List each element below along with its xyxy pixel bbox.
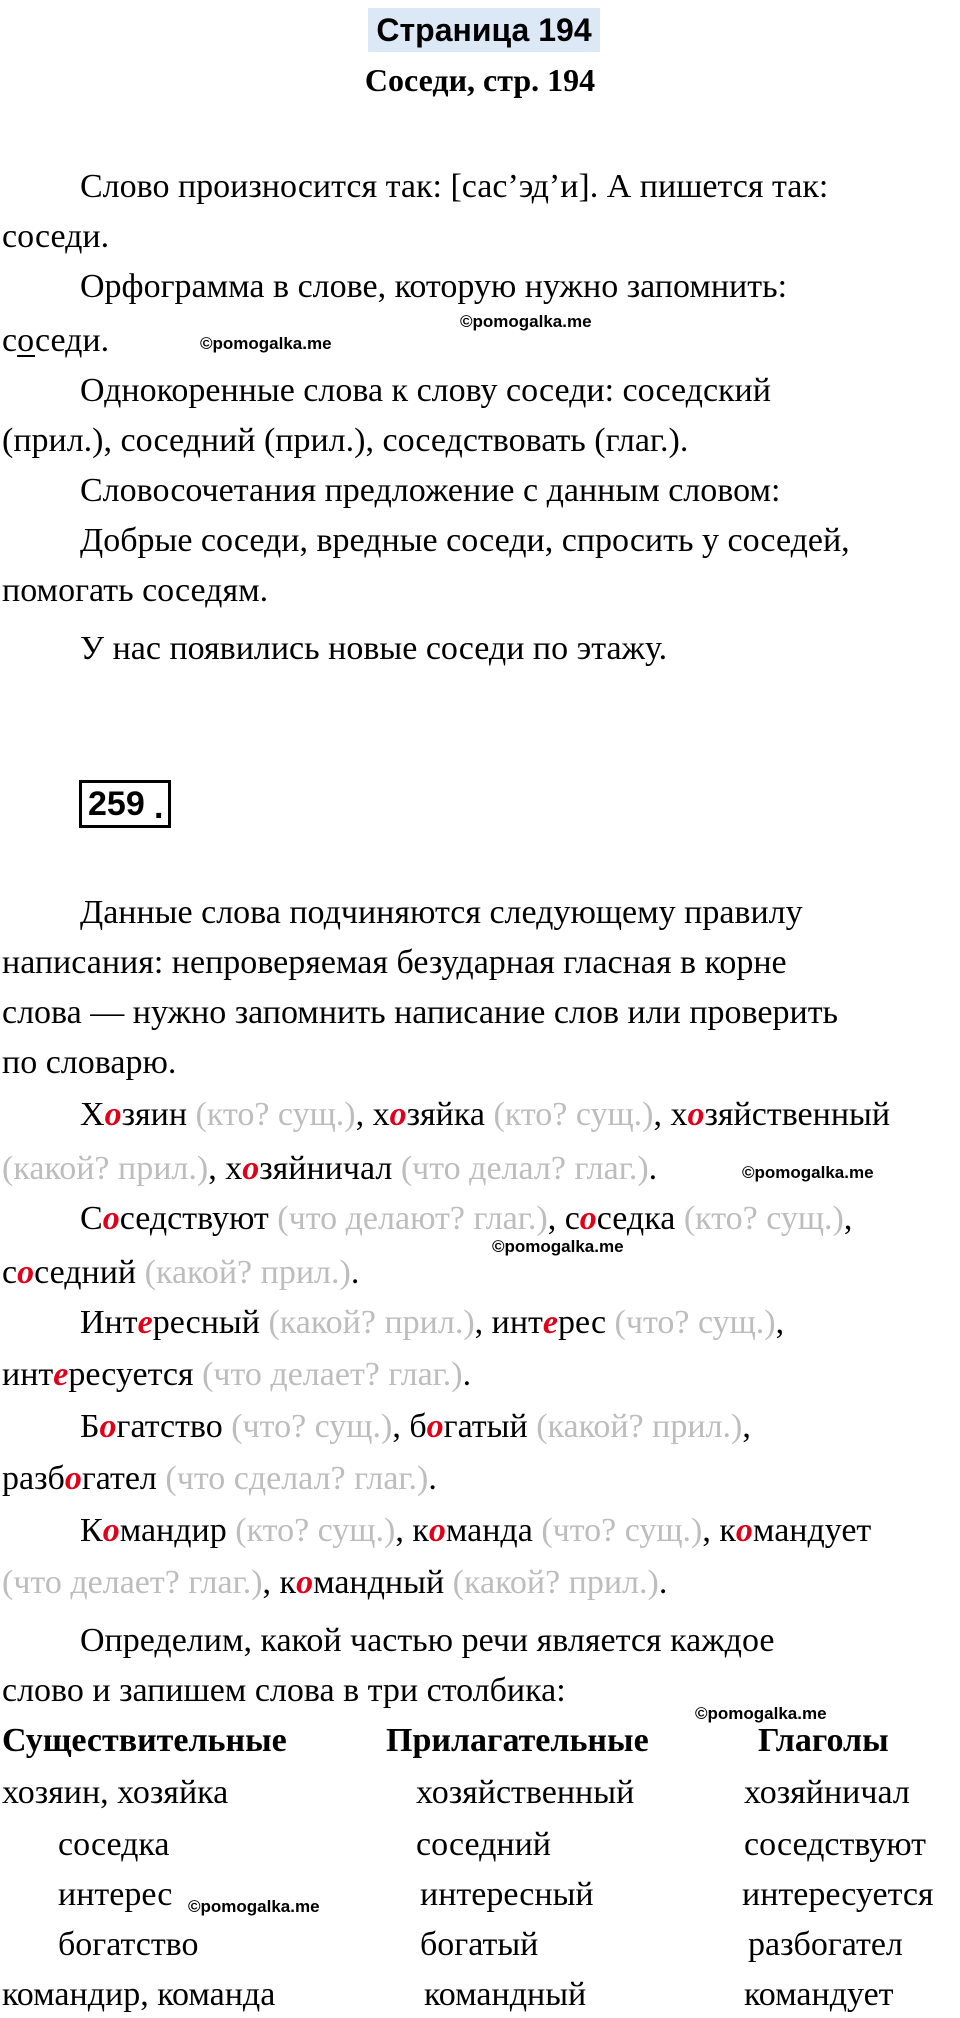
word-group-4-line-1: Богатство (что? сущ.), богатый (какой? прил.),: [80, 1408, 751, 1445]
word-group-3-line-1: Интересный (какой? прил.), интерес (что? сущ.),: [80, 1304, 785, 1341]
table-cell: командует: [744, 1976, 894, 2013]
table-cell: богатство: [58, 1926, 199, 1963]
word-group-2-line-1: Соседствуют (что делают? глаг.), соседка (кто? сущ.),: [80, 1200, 853, 1237]
rule-line-3: слова — нужно запомнить написание слов или проверить: [2, 994, 839, 1031]
rule-line-1: Данные слова подчиняются следующему правилу: [80, 894, 803, 931]
example-sentence: У нас появились новые соседи по этажу.: [80, 630, 668, 667]
phrases-line-1: Добрые соседи, вредные соседи, спросить у соседей,: [80, 522, 850, 559]
cognates-line-1: Однокоренные слова к слову соседи: соседский: [80, 372, 771, 409]
table-cell: разбогател: [748, 1926, 903, 1963]
watermark: ©pomogalka.me: [188, 1897, 320, 1916]
watermark: ©pomogalka.me: [742, 1163, 874, 1182]
exercise-number-dot: .: [154, 788, 164, 826]
orthogram-word: соседи.: [2, 322, 110, 359]
word-group-2-line-2: соседний (какой? прил.).: [2, 1254, 360, 1291]
table-cell: интерес: [58, 1876, 173, 1913]
rule-line-2: написания: непроверяемая безударная гласная в корне: [2, 944, 787, 981]
table-cell: соседка: [58, 1826, 170, 1863]
define-line-2: слово и запишем слова в три столбика:: [2, 1672, 566, 1709]
word-group-4-line-2: разбогател (что сделал? глаг.).: [2, 1460, 437, 1497]
table-cell: интересуется: [742, 1876, 934, 1913]
section-subtitle: Соседи, стр. 194: [364, 62, 596, 98]
word-group-5-line-1: Командир (кто? сущ.), команда (что? сущ.), командует: [80, 1512, 872, 1549]
column-header-nouns: Существительные: [2, 1722, 287, 1759]
word-group-1-line-2: (какой? прил.), хозяйничал (что делал? глаг.).: [2, 1150, 658, 1187]
phrases-line-2: помогать соседям.: [2, 572, 269, 609]
page-title: Страница 194: [368, 8, 600, 52]
watermark: ©pomogalka.me: [695, 1704, 827, 1723]
phrases-heading: Словосочетания предложение с данным словом:: [80, 472, 781, 509]
table-cell: соседний: [416, 1826, 551, 1863]
table-cell: командир, команда: [2, 1976, 276, 2013]
table-cell: хозяин, хозяйка: [2, 1774, 229, 1811]
pronunciation-line-2: соседи.: [2, 218, 110, 255]
orthogram-line: Орфограмма в слове, которую нужно запомнить:: [80, 268, 788, 305]
table-cell: интересный: [420, 1876, 594, 1913]
word-group-3-line-2: интересуется (что делает? глаг.).: [2, 1356, 472, 1393]
column-header-adjectives: Прилагательные: [386, 1722, 649, 1759]
word-group-1-line-1: Хозяин (кто? сущ.), хозяйка (кто? сущ.), хозяйственный: [80, 1096, 891, 1133]
watermark: ©pomogalka.me: [460, 312, 592, 331]
table-cell: соседствуют: [744, 1826, 927, 1863]
table-cell: хозяйственный: [416, 1774, 635, 1811]
cognates-line-2: (прил.), соседний (прил.), соседствовать (глаг.).: [2, 422, 689, 459]
word-group-5-line-2: (что делает? глаг.), командный (какой? прил.).: [2, 1564, 668, 1601]
exercise-number: 259: [88, 785, 145, 823]
table-cell: хозяйничал: [744, 1774, 910, 1811]
watermark: ©pomogalka.me: [492, 1237, 624, 1256]
pronunciation-line-1: Слово произносится так: [сас’эд’и]. А пишется так:: [80, 168, 829, 205]
watermark: ©pomogalka.me: [200, 334, 332, 353]
table-cell: богатый: [420, 1926, 539, 1963]
rule-line-4: по словарю.: [2, 1044, 177, 1081]
column-header-verbs: Глаголы: [758, 1722, 889, 1759]
table-cell: командный: [424, 1976, 587, 2013]
define-line-1: Определим, какой частью речи является каждое: [80, 1622, 775, 1659]
